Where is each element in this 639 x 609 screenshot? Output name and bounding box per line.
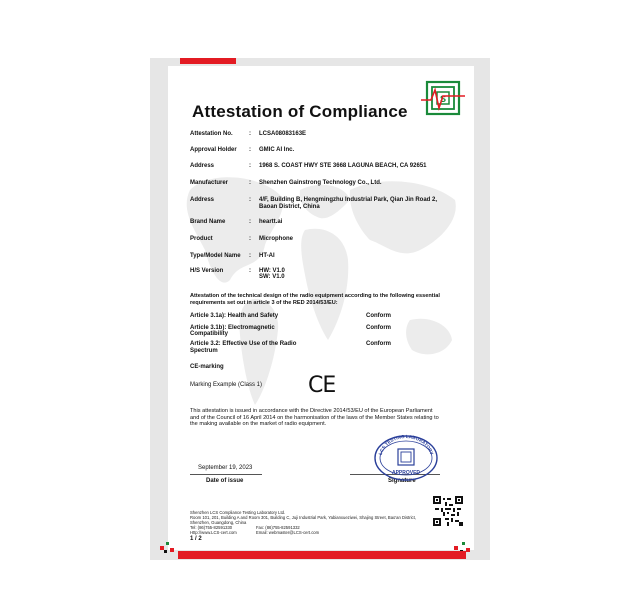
stamp-text-top: LCS TESTING LABORATORY <box>377 434 435 456</box>
field-colon: : <box>249 180 251 186</box>
field-colon: : <box>249 131 251 137</box>
directive-statement: This attestation is issued in accordance with the Directive 2014/53/EU of the European Parliament and of the Council of 16 April 2014 on the harmonisation of the laws of the Member States relating to the making available on the market of radio equipment. <box>190 408 439 428</box>
article-emc-line2: Compatibility <box>190 331 229 337</box>
article-status: Conform <box>366 325 391 331</box>
field-value-approval-holder: GMIC AI Inc. <box>259 147 295 153</box>
field-label-address: Address <box>190 163 215 169</box>
field-colon: : <box>249 219 251 225</box>
field-colon: : <box>249 163 251 169</box>
date-line <box>190 474 262 475</box>
field-label-manufacturer-address: Address <box>190 197 215 203</box>
article-radio-spectrum: Article 3.2: Effective Use of the Radio <box>190 341 297 347</box>
field-colon: : <box>249 197 251 203</box>
field-value-model-name: HT-AI <box>259 253 275 259</box>
signature-label: Signature <box>388 478 416 484</box>
svg-text:S: S <box>439 94 447 104</box>
bottom-accent-bar <box>178 551 466 559</box>
article-status: Conform <box>366 341 391 347</box>
footer-address: Room 101, 201, Building A and Room 301, Building C, Juji Industrial Park, Yabianxueziwei, Shajing Street, Bao'an District, <box>190 515 416 520</box>
field-value-address: 1968 S. COAST HWY STE 3668 LAGUNA BEACH, CA 92651 <box>259 163 427 169</box>
stamp-text-bottom: APPROVED <box>391 470 421 476</box>
field-value-hw-version: HW: V1.0 <box>259 268 285 274</box>
ce-marking-label: CE-marking <box>190 364 224 370</box>
field-label-approval-holder: Approval Holder <box>190 147 237 153</box>
field-value-brand-name: heartt.ai <box>259 219 283 225</box>
marking-example: Marking Example (Class 1) <box>190 382 263 388</box>
field-colon: : <box>249 268 251 274</box>
article-radio-spectrum-line2: Spectrum <box>190 348 218 354</box>
article-emc: Article 3.1b): Electromagnetic <box>190 325 275 331</box>
approval-stamp <box>371 434 441 482</box>
footer-tel: Tel: (86)755-82591330 <box>190 525 233 530</box>
footer-company: Shenzhen LCS Compliance Testing Laboratory Ltd. <box>190 510 286 515</box>
field-label-product: Product <box>190 236 213 242</box>
field-value-manufacturer: Shenzhen Gainstrong Technology Co., Ltd. <box>259 180 382 186</box>
page-title: Attestation of Compliance <box>192 102 408 121</box>
field-value-attestation-no: LCSA08083163E <box>259 131 307 137</box>
field-label-manufacturer: Manufacturer <box>190 180 229 186</box>
field-label-brand-name: Brand Name <box>190 219 226 225</box>
lcs-logo-icon <box>421 80 465 116</box>
field-colon: : <box>249 236 251 242</box>
field-value-product: Microphone <box>259 236 293 242</box>
footer-email[interactable]: Email: webmaster@LCS-cert.com <box>256 530 320 535</box>
issue-date: September 19, 2023 <box>198 465 253 471</box>
field-colon: : <box>249 147 251 153</box>
footer-web[interactable]: Http://www.LCS-cert.com <box>190 530 237 535</box>
field-label-model-name: Type/Model Name <box>190 253 241 259</box>
ce-mark: CE <box>308 373 336 398</box>
corner-dots-left <box>160 538 178 554</box>
qr-code-icon[interactable] <box>433 496 463 526</box>
footer-fax: Fax: (86)755-82591332 <box>256 525 300 530</box>
field-value-manufacturer-address-line2: Baoan District, China <box>259 204 320 210</box>
top-accent-bar <box>180 58 236 64</box>
field-value-sw-version: SW: V1.0 <box>259 274 285 280</box>
date-of-issue-label: Date of issue <box>206 478 244 484</box>
field-colon: : <box>249 253 251 259</box>
footer-city: Shenzhen, Guangdong, China <box>190 520 247 525</box>
article-status: Conform <box>366 313 391 319</box>
field-label-attestation-no: Attestation No. <box>190 131 233 137</box>
page-number: 1 / 2 <box>190 536 202 542</box>
article-health-safety: Article 3.1a): Health and Safety <box>190 313 279 319</box>
field-label-hs-version: H/S Version <box>190 268 224 274</box>
attestation-statement: Attestation of the technical design of the radio equipment according to the following essential requirements set out in article 3 of the RED 2014/53/EU: <box>190 293 440 306</box>
field-value-manufacturer-address: 4/F, Building B, Hengmingzhu Industrial Park, Qian Jin Road 2, <box>259 197 438 203</box>
